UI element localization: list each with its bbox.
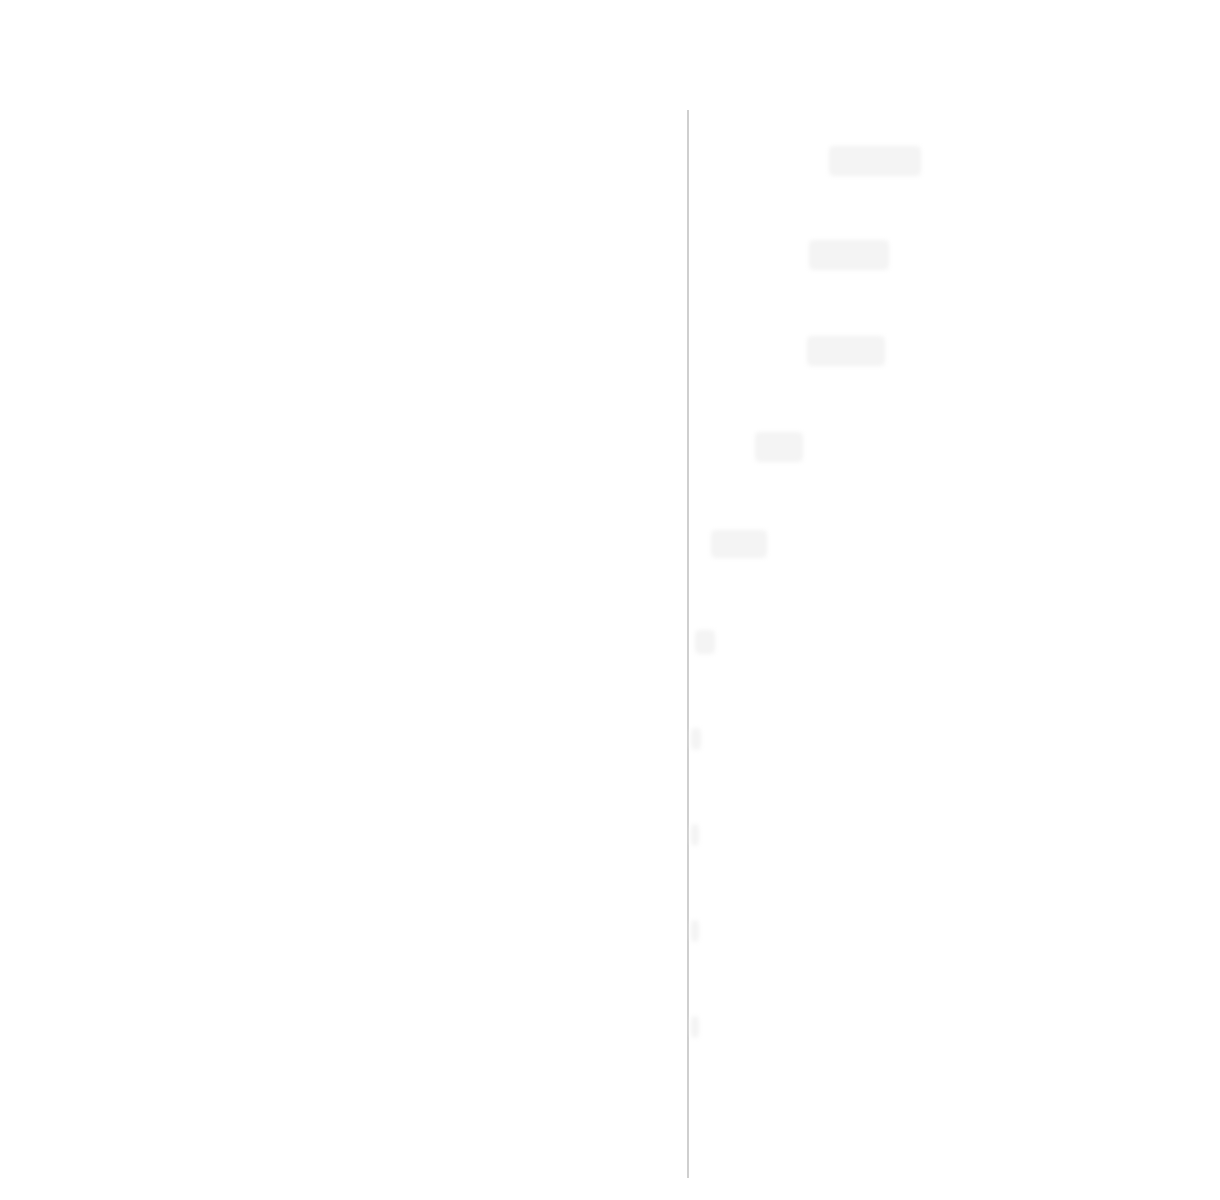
faded-item-placeholder — [829, 146, 921, 176]
faded-item-placeholder — [691, 728, 701, 750]
faded-item-placeholder — [691, 1016, 699, 1038]
faded-item-placeholder — [691, 920, 699, 942]
faded-item-placeholder — [691, 824, 699, 846]
faded-item-placeholder — [755, 432, 803, 462]
left-pane — [0, 110, 687, 1178]
right-pane — [689, 110, 1220, 1178]
faded-item-placeholder — [807, 336, 885, 366]
faded-item-placeholder — [809, 240, 889, 270]
faded-item-placeholder — [711, 530, 767, 558]
faded-item-placeholder — [695, 630, 715, 654]
